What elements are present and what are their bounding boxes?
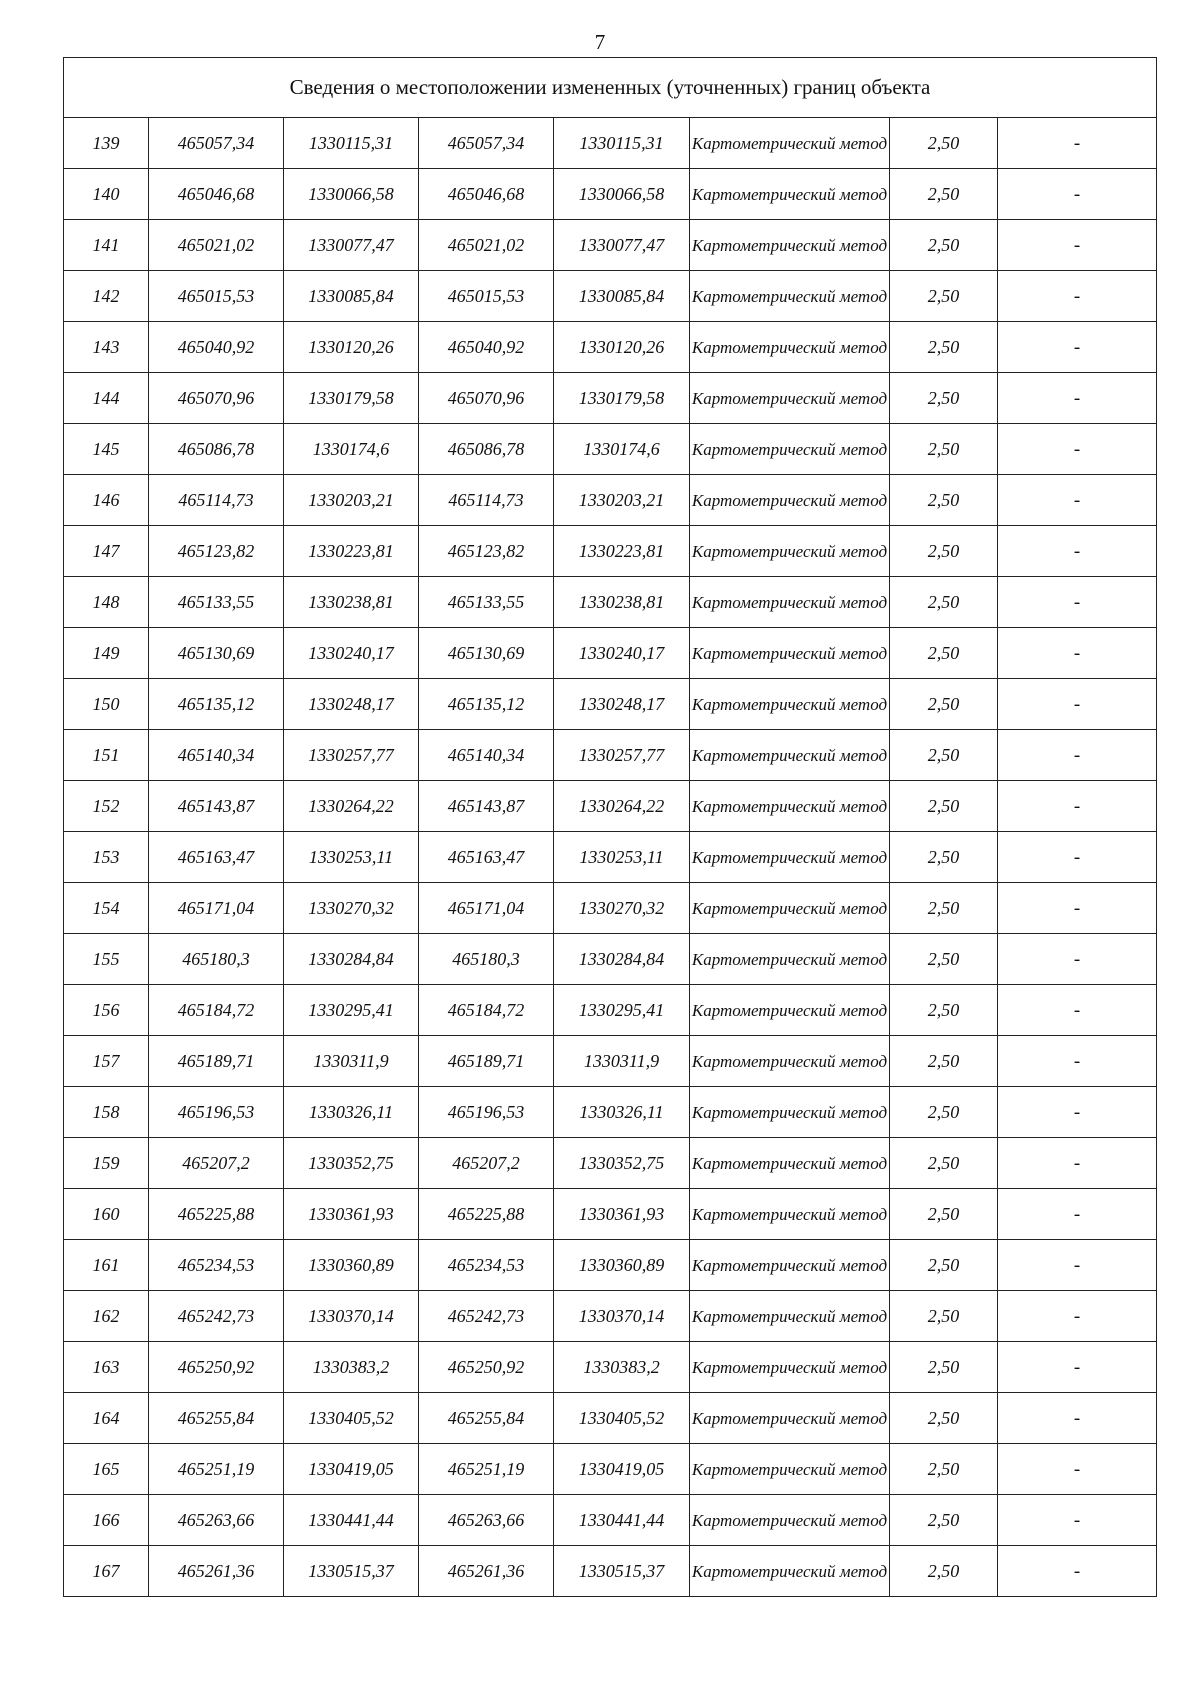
cell-y-new: 1330295,41 [554, 985, 690, 1036]
table-row [64, 1189, 1157, 1240]
cell-point-number: 163 [64, 1342, 149, 1393]
cell-description: - [998, 1036, 1157, 1087]
cell-accuracy: 2,50 [890, 475, 998, 526]
cell-point-number: 149 [64, 628, 149, 679]
cell-x-new: 465250,92 [419, 1342, 554, 1393]
cell-x-existing: 465255,84 [149, 1393, 284, 1444]
page-number: 7 [594, 30, 606, 54]
cell-description: - [998, 475, 1157, 526]
cell-point-number: 151 [64, 730, 149, 781]
table-row [64, 322, 1157, 373]
cell-x-existing: 465184,72 [149, 985, 284, 1036]
cell-accuracy: 2,50 [890, 781, 998, 832]
cell-x-new: 465180,3 [419, 934, 554, 985]
cell-x-new: 465251,19 [419, 1444, 554, 1495]
cell-method: Картометрический метод [690, 934, 890, 985]
cell-method: Картометрический метод [690, 1189, 890, 1240]
cell-y-new: 1330257,77 [554, 730, 690, 781]
cell-y-new: 1330370,14 [554, 1291, 690, 1342]
cell-y-new: 1330203,21 [554, 475, 690, 526]
cell-accuracy: 2,50 [890, 271, 998, 322]
cell-description: - [998, 424, 1157, 475]
cell-x-existing: 465171,04 [149, 883, 284, 934]
cell-y-new: 1330264,22 [554, 781, 690, 832]
cell-description: - [998, 985, 1157, 1036]
cell-description: - [998, 883, 1157, 934]
table-row [64, 781, 1157, 832]
cell-x-existing: 465234,53 [149, 1240, 284, 1291]
table-row [64, 1036, 1157, 1087]
cell-x-new: 465057,34 [419, 118, 554, 169]
cell-accuracy: 2,50 [890, 526, 998, 577]
cell-method: Картометрический метод [690, 1087, 890, 1138]
cell-point-number: 146 [64, 475, 149, 526]
cell-x-new: 465133,55 [419, 577, 554, 628]
cell-point-number: 158 [64, 1087, 149, 1138]
cell-point-number: 167 [64, 1546, 149, 1597]
cell-x-existing: 465250,92 [149, 1342, 284, 1393]
cell-method: Картометрический метод [690, 1240, 890, 1291]
cell-point-number: 154 [64, 883, 149, 934]
cell-y-new: 1330405,52 [554, 1393, 690, 1444]
cell-point-number: 157 [64, 1036, 149, 1087]
cell-y-existing: 1330253,11 [284, 832, 419, 883]
cell-x-new: 465163,47 [419, 832, 554, 883]
cell-description: - [998, 322, 1157, 373]
cell-point-number: 164 [64, 1393, 149, 1444]
cell-accuracy: 2,50 [890, 220, 998, 271]
cell-x-new: 465184,72 [419, 985, 554, 1036]
cell-point-number: 139 [64, 118, 149, 169]
cell-y-new: 1330115,31 [554, 118, 690, 169]
cell-method: Картометрический метод [690, 1393, 890, 1444]
cell-y-new: 1330077,47 [554, 220, 690, 271]
cell-y-existing: 1330441,44 [284, 1495, 419, 1546]
cell-method: Картометрический метод [690, 730, 890, 781]
cell-y-existing: 1330405,52 [284, 1393, 419, 1444]
cell-method: Картометрический метод [690, 526, 890, 577]
cell-x-existing: 465114,73 [149, 475, 284, 526]
cell-description: - [998, 1393, 1157, 1444]
table-row [64, 1138, 1157, 1189]
cell-y-new: 1330326,11 [554, 1087, 690, 1138]
table-row [64, 1291, 1157, 1342]
cell-method: Картометрический метод [690, 1495, 890, 1546]
table-title: Сведения о местоположении измененных (уточненных) границ объекта [64, 58, 1157, 118]
cell-x-existing: 465242,73 [149, 1291, 284, 1342]
cell-x-new: 465255,84 [419, 1393, 554, 1444]
cell-accuracy: 2,50 [890, 985, 998, 1036]
cell-x-existing: 465180,3 [149, 934, 284, 985]
cell-description: - [998, 577, 1157, 628]
cell-point-number: 156 [64, 985, 149, 1036]
table-row [64, 118, 1157, 169]
cell-y-new: 1330441,44 [554, 1495, 690, 1546]
cell-accuracy: 2,50 [890, 832, 998, 883]
cell-x-existing: 465196,53 [149, 1087, 284, 1138]
cell-y-existing: 1330311,9 [284, 1036, 419, 1087]
cell-accuracy: 2,50 [890, 322, 998, 373]
cell-accuracy: 2,50 [890, 1444, 998, 1495]
cell-description: - [998, 271, 1157, 322]
cell-method: Картометрический метод [690, 577, 890, 628]
cell-description: - [998, 1240, 1157, 1291]
cell-method: Картометрический метод [690, 1138, 890, 1189]
cell-description: - [998, 781, 1157, 832]
cell-x-new: 465130,69 [419, 628, 554, 679]
cell-accuracy: 2,50 [890, 883, 998, 934]
cell-accuracy: 2,50 [890, 577, 998, 628]
cell-accuracy: 2,50 [890, 934, 998, 985]
table-row [64, 1495, 1157, 1546]
cell-accuracy: 2,50 [890, 628, 998, 679]
cell-method: Картометрический метод [690, 118, 890, 169]
cell-accuracy: 2,50 [890, 1291, 998, 1342]
cell-y-new: 1330515,37 [554, 1546, 690, 1597]
cell-point-number: 150 [64, 679, 149, 730]
cell-description: - [998, 832, 1157, 883]
cell-point-number: 166 [64, 1495, 149, 1546]
cell-y-new: 1330223,81 [554, 526, 690, 577]
cell-point-number: 144 [64, 373, 149, 424]
cell-point-number: 152 [64, 781, 149, 832]
cell-y-existing: 1330240,17 [284, 628, 419, 679]
table-row [64, 577, 1157, 628]
cell-accuracy: 2,50 [890, 118, 998, 169]
cell-x-existing: 465021,02 [149, 220, 284, 271]
cell-y-new: 1330179,58 [554, 373, 690, 424]
cell-y-new: 1330270,32 [554, 883, 690, 934]
cell-description: - [998, 730, 1157, 781]
cell-point-number: 162 [64, 1291, 149, 1342]
table-title-row [64, 58, 1157, 118]
cell-x-new: 465086,78 [419, 424, 554, 475]
cell-description: - [998, 1087, 1157, 1138]
cell-x-new: 465171,04 [419, 883, 554, 934]
cell-description: - [998, 169, 1157, 220]
cell-x-existing: 465040,92 [149, 322, 284, 373]
cell-accuracy: 2,50 [890, 169, 998, 220]
cell-y-existing: 1330284,84 [284, 934, 419, 985]
cell-method: Картометрический метод [690, 220, 890, 271]
cell-method: Картометрический метод [690, 373, 890, 424]
cell-y-existing: 1330120,26 [284, 322, 419, 373]
cell-description: - [998, 373, 1157, 424]
cell-point-number: 153 [64, 832, 149, 883]
cell-y-existing: 1330238,81 [284, 577, 419, 628]
cell-x-existing: 465135,12 [149, 679, 284, 730]
cell-accuracy: 2,50 [890, 1393, 998, 1444]
table-row [64, 985, 1157, 1036]
cell-point-number: 140 [64, 169, 149, 220]
cell-method: Картометрический метод [690, 1444, 890, 1495]
cell-description: - [998, 679, 1157, 730]
cell-description: - [998, 526, 1157, 577]
cell-description: - [998, 934, 1157, 985]
cell-y-existing: 1330203,21 [284, 475, 419, 526]
cell-x-new: 465207,2 [419, 1138, 554, 1189]
cell-accuracy: 2,50 [890, 1546, 998, 1597]
cell-description: - [998, 1495, 1157, 1546]
cell-y-existing: 1330383,2 [284, 1342, 419, 1393]
cell-description: - [998, 1138, 1157, 1189]
cell-x-new: 465189,71 [419, 1036, 554, 1087]
cell-x-existing: 465189,71 [149, 1036, 284, 1087]
cell-x-existing: 465070,96 [149, 373, 284, 424]
cell-accuracy: 2,50 [890, 373, 998, 424]
cell-description: - [998, 1291, 1157, 1342]
cell-point-number: 147 [64, 526, 149, 577]
table-row [64, 730, 1157, 781]
cell-x-new: 465234,53 [419, 1240, 554, 1291]
cell-accuracy: 2,50 [890, 1138, 998, 1189]
cell-x-existing: 465057,34 [149, 118, 284, 169]
cell-y-existing: 1330174,6 [284, 424, 419, 475]
cell-y-existing: 1330515,37 [284, 1546, 419, 1597]
cell-y-new: 1330311,9 [554, 1036, 690, 1087]
cell-x-existing: 465086,78 [149, 424, 284, 475]
cell-y-new: 1330248,17 [554, 679, 690, 730]
cell-point-number: 141 [64, 220, 149, 271]
table-row [64, 475, 1157, 526]
cell-method: Картометрический метод [690, 322, 890, 373]
cell-y-existing: 1330361,93 [284, 1189, 419, 1240]
cell-x-existing: 465263,66 [149, 1495, 284, 1546]
cell-x-new: 465263,66 [419, 1495, 554, 1546]
cell-y-new: 1330419,05 [554, 1444, 690, 1495]
cell-y-existing: 1330223,81 [284, 526, 419, 577]
cell-y-existing: 1330077,47 [284, 220, 419, 271]
cell-point-number: 159 [64, 1138, 149, 1189]
cell-description: - [998, 220, 1157, 271]
cell-accuracy: 2,50 [890, 679, 998, 730]
table-row [64, 1342, 1157, 1393]
table-row [64, 832, 1157, 883]
cell-description: - [998, 1444, 1157, 1495]
cell-accuracy: 2,50 [890, 424, 998, 475]
cell-description: - [998, 118, 1157, 169]
cell-y-new: 1330066,58 [554, 169, 690, 220]
cell-description: - [998, 1342, 1157, 1393]
cell-y-new: 1330174,6 [554, 424, 690, 475]
cell-method: Картометрический метод [690, 985, 890, 1036]
cell-accuracy: 2,50 [890, 1189, 998, 1240]
cell-y-existing: 1330264,22 [284, 781, 419, 832]
cell-y-existing: 1330419,05 [284, 1444, 419, 1495]
cell-y-existing: 1330352,75 [284, 1138, 419, 1189]
cell-x-new: 465225,88 [419, 1189, 554, 1240]
table-row [64, 628, 1157, 679]
cell-accuracy: 2,50 [890, 1087, 998, 1138]
cell-y-existing: 1330257,77 [284, 730, 419, 781]
cell-y-new: 1330284,84 [554, 934, 690, 985]
cell-x-existing: 465123,82 [149, 526, 284, 577]
table-row [64, 934, 1157, 985]
cell-method: Картометрический метод [690, 781, 890, 832]
cell-point-number: 155 [64, 934, 149, 985]
table-row [64, 1546, 1157, 1597]
table-row [64, 1087, 1157, 1138]
cell-x-new: 465242,73 [419, 1291, 554, 1342]
cell-y-existing: 1330179,58 [284, 373, 419, 424]
cell-y-existing: 1330066,58 [284, 169, 419, 220]
cell-method: Картометрический метод [690, 1036, 890, 1087]
cell-x-existing: 465133,55 [149, 577, 284, 628]
cell-point-number: 145 [64, 424, 149, 475]
cell-method: Картометрический метод [690, 1342, 890, 1393]
cell-x-existing: 465225,88 [149, 1189, 284, 1240]
cell-point-number: 148 [64, 577, 149, 628]
cell-description: - [998, 628, 1157, 679]
cell-y-new: 1330360,89 [554, 1240, 690, 1291]
cell-method: Картометрический метод [690, 424, 890, 475]
table-row [64, 679, 1157, 730]
cell-x-existing: 465207,2 [149, 1138, 284, 1189]
table-row [64, 1240, 1157, 1291]
cell-x-existing: 465261,36 [149, 1546, 284, 1597]
cell-x-existing: 465140,34 [149, 730, 284, 781]
cell-y-existing: 1330248,17 [284, 679, 419, 730]
cell-description: - [998, 1189, 1157, 1240]
cell-y-new: 1330240,17 [554, 628, 690, 679]
cell-point-number: 143 [64, 322, 149, 373]
cell-method: Картометрический метод [690, 679, 890, 730]
cell-y-new: 1330085,84 [554, 271, 690, 322]
cell-accuracy: 2,50 [890, 730, 998, 781]
cell-x-new: 465143,87 [419, 781, 554, 832]
table-row [64, 373, 1157, 424]
table-row [64, 424, 1157, 475]
cell-x-new: 465070,96 [419, 373, 554, 424]
cell-x-existing: 465046,68 [149, 169, 284, 220]
cell-x-new: 465140,34 [419, 730, 554, 781]
cell-y-new: 1330238,81 [554, 577, 690, 628]
cell-accuracy: 2,50 [890, 1342, 998, 1393]
table-row [64, 1444, 1157, 1495]
cell-y-existing: 1330115,31 [284, 118, 419, 169]
cell-x-new: 465261,36 [419, 1546, 554, 1597]
cell-y-existing: 1330085,84 [284, 271, 419, 322]
cell-x-existing: 465163,47 [149, 832, 284, 883]
cell-point-number: 165 [64, 1444, 149, 1495]
cell-point-number: 142 [64, 271, 149, 322]
cell-method: Картометрический метод [690, 475, 890, 526]
cell-accuracy: 2,50 [890, 1240, 998, 1291]
table-row [64, 526, 1157, 577]
cell-x-new: 465015,53 [419, 271, 554, 322]
cell-point-number: 160 [64, 1189, 149, 1240]
cell-method: Картометрический метод [690, 271, 890, 322]
cell-y-new: 1330120,26 [554, 322, 690, 373]
table-row [64, 271, 1157, 322]
cell-x-existing: 465015,53 [149, 271, 284, 322]
cell-x-new: 465196,53 [419, 1087, 554, 1138]
cell-x-existing: 465130,69 [149, 628, 284, 679]
cell-y-new: 1330383,2 [554, 1342, 690, 1393]
cell-point-number: 161 [64, 1240, 149, 1291]
cell-method: Картометрический метод [690, 169, 890, 220]
cell-method: Картометрический метод [690, 832, 890, 883]
cell-y-existing: 1330360,89 [284, 1240, 419, 1291]
cell-method: Картометрический метод [690, 883, 890, 934]
cell-x-existing: 465251,19 [149, 1444, 284, 1495]
cell-y-existing: 1330270,32 [284, 883, 419, 934]
cell-x-existing: 465143,87 [149, 781, 284, 832]
cell-y-new: 1330352,75 [554, 1138, 690, 1189]
cell-x-new: 465021,02 [419, 220, 554, 271]
table-row [64, 883, 1157, 934]
table-row [64, 169, 1157, 220]
cell-x-new: 465135,12 [419, 679, 554, 730]
cell-x-new: 465123,82 [419, 526, 554, 577]
cell-y-existing: 1330326,11 [284, 1087, 419, 1138]
cell-y-existing: 1330370,14 [284, 1291, 419, 1342]
cell-y-new: 1330253,11 [554, 832, 690, 883]
table-row [64, 1393, 1157, 1444]
cell-method: Картометрический метод [690, 1546, 890, 1597]
cell-x-new: 465046,68 [419, 169, 554, 220]
cell-x-new: 465040,92 [419, 322, 554, 373]
cell-accuracy: 2,50 [890, 1495, 998, 1546]
table-row [64, 220, 1157, 271]
cell-accuracy: 2,50 [890, 1036, 998, 1087]
cell-x-new: 465114,73 [419, 475, 554, 526]
cell-y-existing: 1330295,41 [284, 985, 419, 1036]
cell-description: - [998, 1546, 1157, 1597]
cell-method: Картометрический метод [690, 1291, 890, 1342]
boundary-table [63, 57, 1157, 1597]
cell-method: Картометрический метод [690, 628, 890, 679]
cell-y-new: 1330361,93 [554, 1189, 690, 1240]
